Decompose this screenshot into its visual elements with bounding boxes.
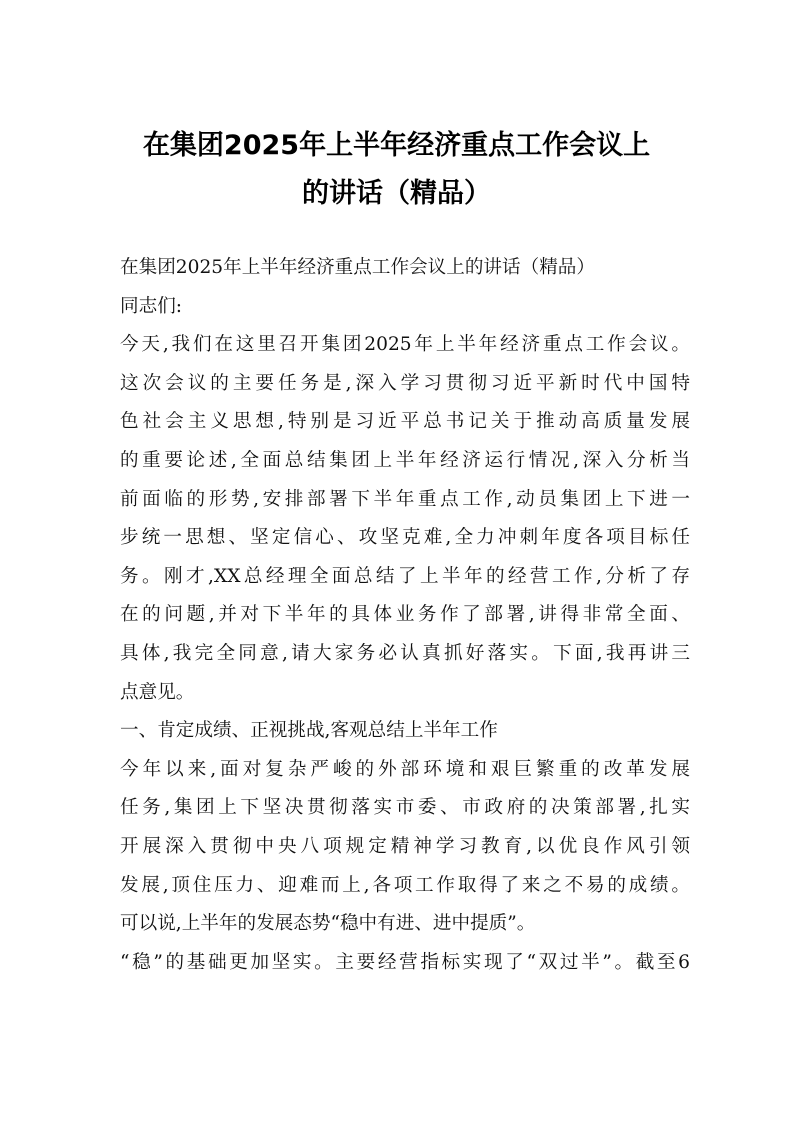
body-line: 一、肯定成绩、正视挑战,客观总结上半年工作: [120, 720, 498, 742]
body-line: 前面临的形势,安排部署下半年重点工作,动员集团上下进一: [120, 488, 690, 510]
body-line: 这次会议的主要任务是,深入学习贯彻习近平新时代中国特: [120, 372, 690, 394]
body-line: “稳”的基础更加坚实。主要经营指标实现了“双过半”。截至6: [120, 951, 690, 973]
body-line: 可以说,上半年的发展态势“稳中有进、进中提质”。: [120, 913, 536, 935]
body-line: 开展深入贯彻中央八项规定精神学习教育,以优良作风引领: [120, 835, 690, 857]
body-line: 务。刚才,XX总经理全面总结了上半年的经营工作,分析了存: [120, 565, 690, 587]
body-line: 任务,集团上下坚决贯彻落实市委、市政府的决策部署,扎实: [120, 797, 690, 819]
body-line: 步统一思想、坚定信心、攻坚克难,全力冲刺年度各项目标任: [120, 527, 690, 549]
body-line: 具体,我完全同意,请大家务必认真抓好落实。下面,我再讲三: [120, 642, 690, 664]
body-line: 今天,我们在这里召开集团2025年上半年经济重点工作会议。: [120, 334, 690, 356]
body-line: 今年以来,面对复杂严峻的外部环境和艰巨繁重的改革发展: [120, 758, 690, 780]
document-body: [120, 249, 690, 982]
document-title-line-2: 的讲话（精品）: [302, 178, 491, 209]
body-line: 在集团2025年上半年经济重点工作会议上的讲话（精品）: [120, 257, 595, 278]
body-line: 同志们:: [120, 295, 183, 317]
body-line: 色社会主义思想,特别是习近平总书记关于推动高质量发展: [120, 411, 690, 433]
body-line: 点意见。: [120, 681, 195, 703]
body-line: 的重要论述,全面总结集团上半年经济运行情况,深入分析当: [120, 449, 690, 471]
body-line: 发展,顶住压力、迎难而上,各项工作取得了来之不易的成绩。: [120, 874, 690, 896]
document-title-line-1: 在集团2025年上半年经济重点工作会议上: [142, 130, 651, 161]
body-line: 在的问题,并对下半年的具体业务作了部署,讲得非常全面、: [120, 604, 690, 626]
